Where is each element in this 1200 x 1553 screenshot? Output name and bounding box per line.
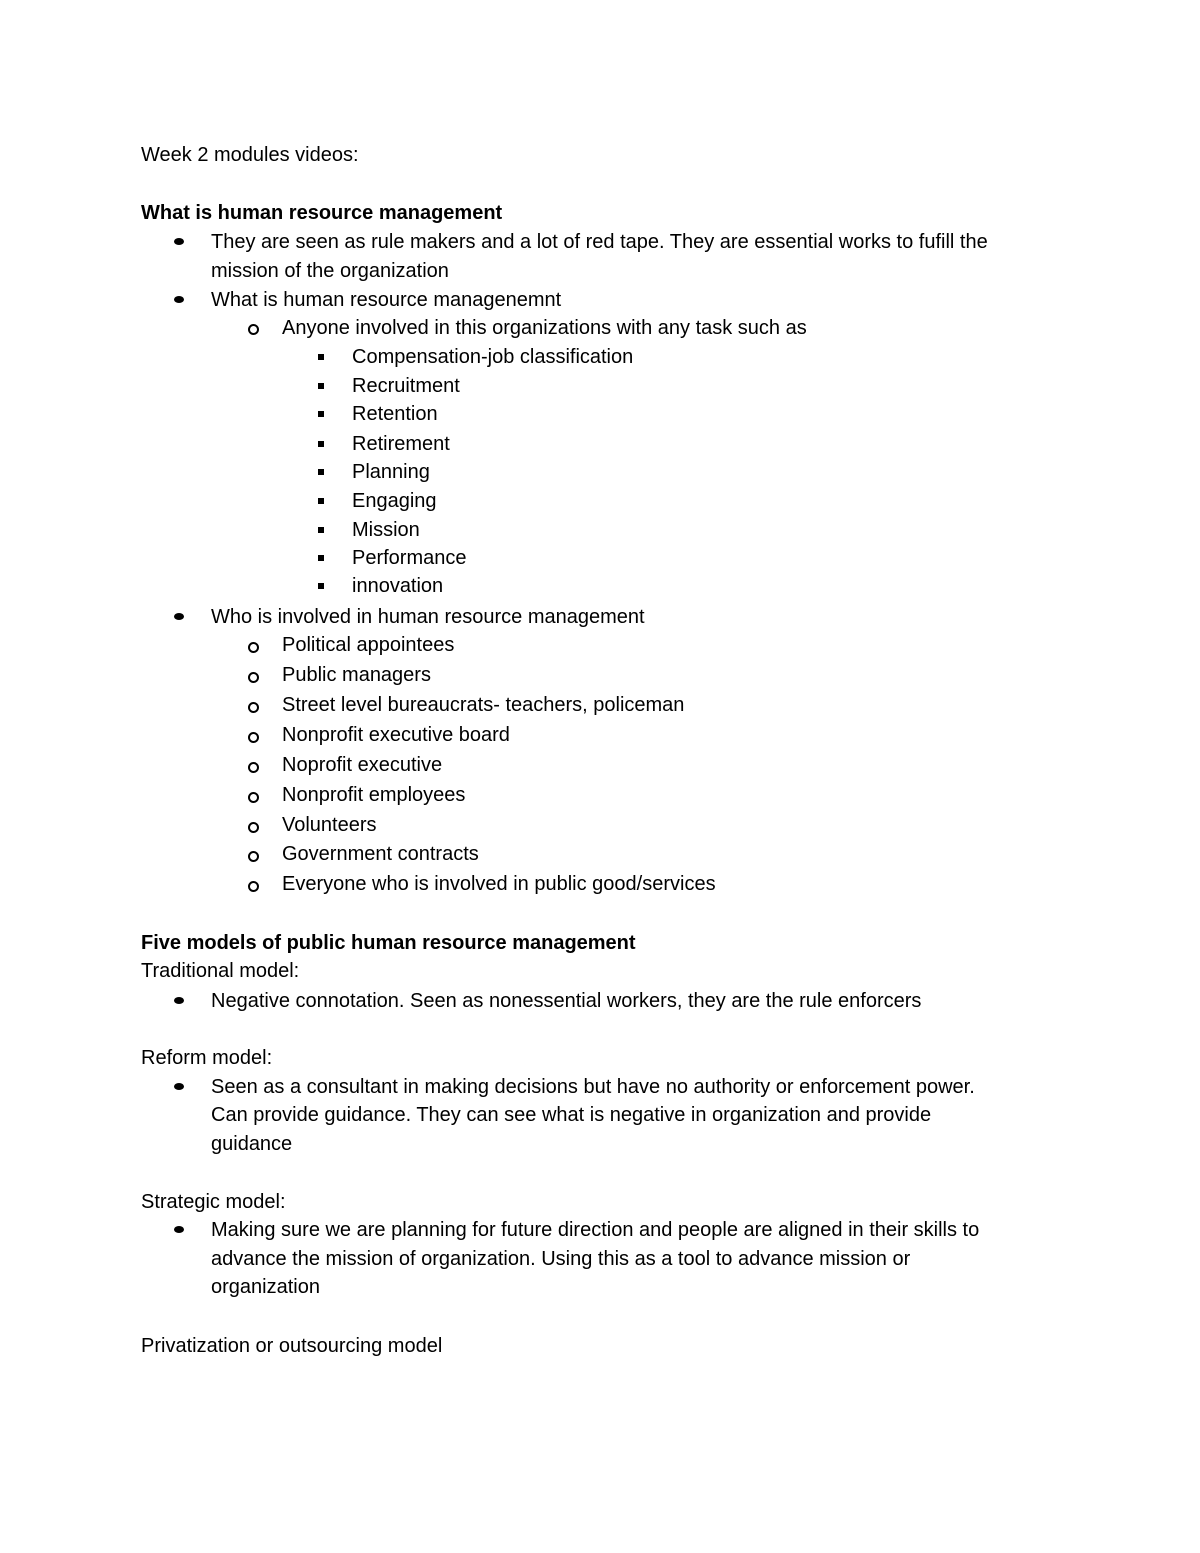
who-item: Street level bureaucrats- teachers, policeman — [282, 694, 685, 716]
who-item: Everyone who is involved in public good/services — [282, 873, 716, 895]
who-item: Public managers — [282, 664, 431, 686]
model-label-privatization: Privatization or outsourcing model — [141, 1335, 443, 1357]
circle-bullet — [248, 881, 259, 892]
sub-bullet-text: Anyone involved in this organizations with any task such as — [282, 317, 807, 339]
task-item: Planning — [352, 461, 430, 483]
disc-bullet — [174, 296, 184, 303]
bullet-text: Seen as a consultant in making decisions but have no authority or enforcement power. — [211, 1076, 975, 1098]
bullet-text: They are seen as rule makers and a lot of red tape. They are essential works to fufill the — [211, 231, 988, 253]
task-item: Recruitment — [352, 375, 460, 397]
task-item: Retirement — [352, 433, 450, 455]
who-item: Nonprofit executive board — [282, 724, 510, 746]
bullet-text-continuation: Can provide guidance. They can see what is negative in organization and provide — [211, 1104, 932, 1126]
circle-bullet — [248, 324, 259, 335]
disc-bullet — [174, 1083, 184, 1090]
task-item: Mission — [352, 519, 420, 541]
square-bullet — [318, 411, 324, 417]
bullet-text: Negative connotation. Seen as nonessential workers, they are the rule enforcers — [211, 990, 922, 1012]
bullet-text-continuation: mission of the organization — [211, 260, 449, 282]
disc-bullet — [174, 613, 184, 620]
bullet-text: Making sure we are planning for future direction and people are aligned in their skills to — [211, 1219, 980, 1241]
who-item: Nonprofit employees — [282, 784, 466, 806]
disc-bullet — [174, 238, 184, 245]
square-bullet — [318, 498, 324, 504]
disc-bullet — [174, 997, 184, 1004]
circle-bullet — [248, 822, 259, 833]
square-bullet — [318, 555, 324, 561]
model-label-strategic: Strategic model: — [141, 1191, 286, 1213]
bullet-text: Who is involved in human resource management — [211, 606, 645, 628]
square-bullet — [318, 527, 324, 533]
model-label-reform: Reform model: — [141, 1047, 273, 1069]
circle-bullet — [248, 732, 259, 743]
square-bullet — [318, 469, 324, 475]
square-bullet — [318, 383, 324, 389]
circle-bullet — [248, 642, 259, 653]
circle-bullet — [248, 792, 259, 803]
square-bullet — [318, 441, 324, 447]
circle-bullet — [248, 702, 259, 713]
bullet-text-continuation: organization — [211, 1276, 320, 1298]
section-heading-hrm: What is human resource management — [141, 202, 503, 224]
model-label-traditional: Traditional model: — [141, 960, 300, 982]
task-item: Compensation-job classification — [352, 346, 634, 368]
task-item: Engaging — [352, 490, 437, 512]
who-item: Political appointees — [282, 634, 455, 656]
section-heading-five-models: Five models of public human resource management — [141, 932, 636, 954]
disc-bullet — [174, 1226, 184, 1233]
bullet-text: What is human resource managenemnt — [211, 289, 562, 311]
task-item: Performance — [352, 547, 467, 569]
square-bullet — [318, 583, 324, 589]
who-item: Noprofit executive — [282, 754, 443, 776]
task-item: Retention — [352, 403, 438, 425]
task-item: innovation — [352, 575, 444, 597]
bullet-text-continuation: advance the mission of organization. Using this as a tool to advance mission or — [211, 1248, 911, 1270]
circle-bullet — [248, 851, 259, 862]
who-item: Government contracts — [282, 843, 479, 865]
bullet-text-continuation: guidance — [211, 1133, 293, 1155]
who-item: Volunteers — [282, 814, 377, 836]
square-bullet — [318, 354, 324, 360]
circle-bullet — [248, 672, 259, 683]
document-title: Week 2 modules videos: — [141, 144, 359, 166]
circle-bullet — [248, 762, 259, 773]
